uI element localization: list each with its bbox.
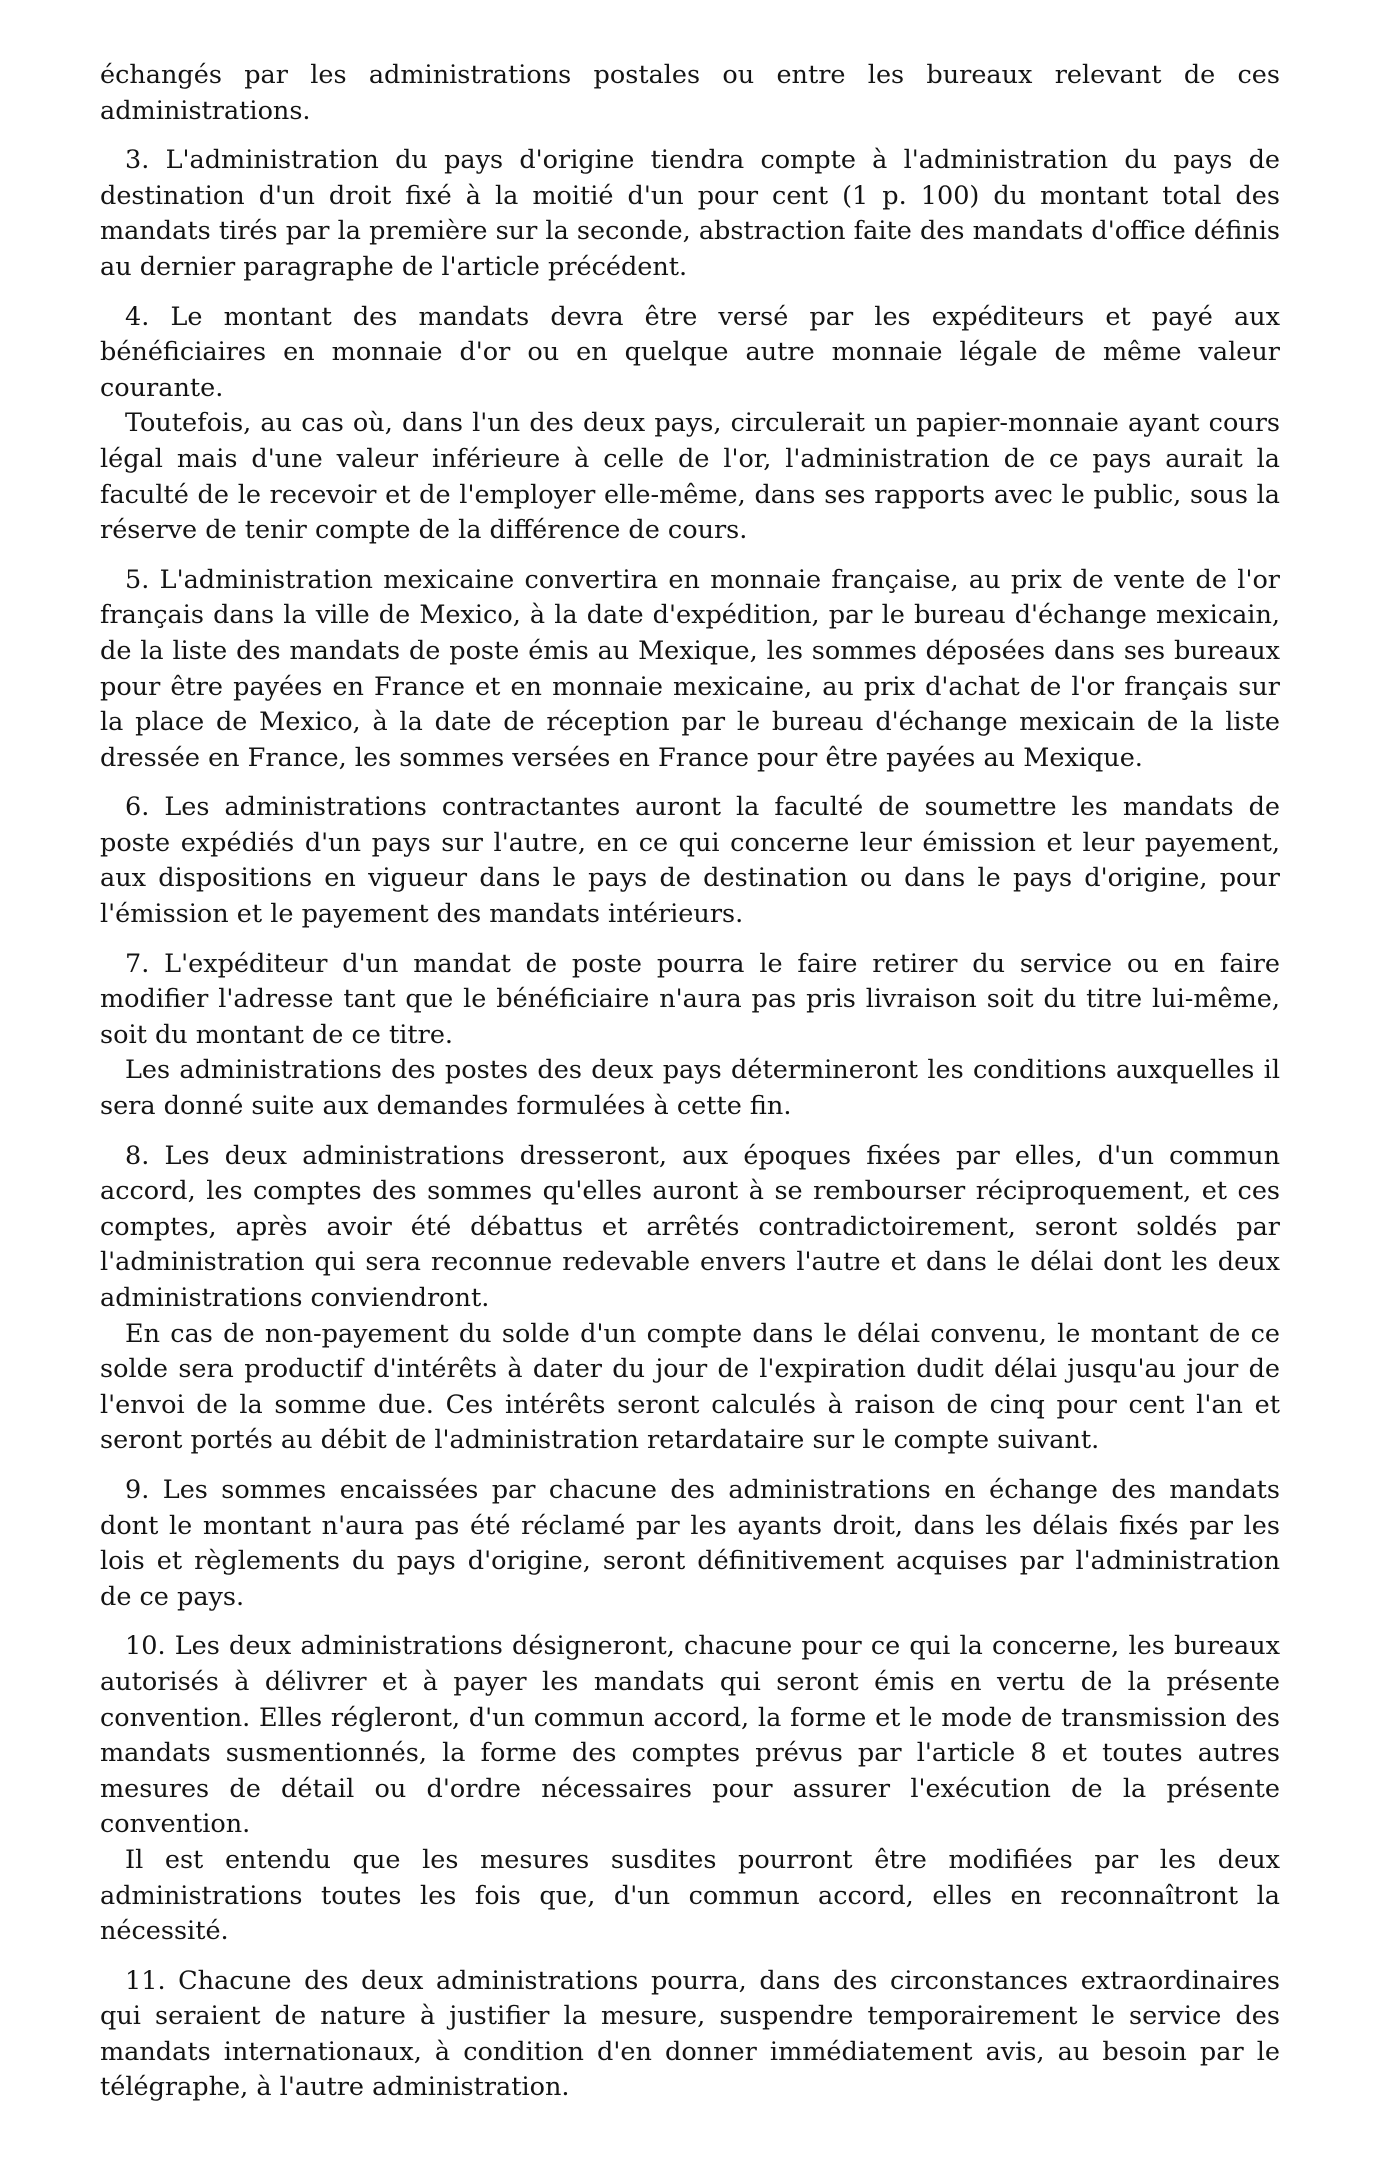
article-4: 4. Le montant des mandats devra être versé par les expéditeurs et payé aux bénéficiaires en monnaie d'or ou en quelque autre monnaie légale de même valeur courante. [100, 301, 1280, 403]
article-11: 11. Chacune des deux administrations pourra, dans des circonstances extraordinaires qui seraient de nature à justifier la mesure, suspendre temporairement le service des mandats internationaux, à condition d'en donner immédiatement avis, au besoin par le télégraphe, à l'autre administration. [100, 1965, 1280, 2103]
article-6: 6. Les administrations contractantes auront la faculté de soumettre les mandats de poste expédiés d'un pays sur l'autre, en ce qui concerne leur émission et leur payement, aux dispositions en vigueur dans le pays de destination ou dans le pays d'origine, pour l'émission et le payement des mandats intérieurs. [100, 792, 1280, 930]
article-10: 10. Les deux administrations désigneront, chacune pour ce qui la concerne, les bureaux autorisés à délivrer et à payer les mandats qui seront émis en vertu de la présente convention. Elles régleront, d'un commun accord, la forme et le mode de transmission des mandats susmentionnés, la forme des comptes prévus par l'article 8 et toutes autres mesures de détail ou d'ordre nécessaires pour assurer l'exécution de la présente convention. [100, 1631, 1280, 1840]
article-10-paragraph-2: Il est entendu que les mesures susdites pourront être modifiées par les deux administrations toutes les fois que, d'un commun accord, elles en reconnaîtront la nécessité. [100, 1844, 1280, 1947]
article-5: 5. L'administration mexicaine convertira en monnaie française, au prix de vente de l'or français dans la ville de Mexico, à la date d'expédition, par le bureau d'échange mexicain, de la liste des mandats de poste émis au Mexique, les sommes déposées dans ses bureaux pour être payées en France et en monnaie mexicaine, au prix d'achat de l'or français sur la place de Mexico, à la date de réception par le bureau d'échange mexicain de la liste dressée en France, les sommes versées en France pour être payées au Mexique. [100, 564, 1280, 773]
paragraph-continuation: échangés par les administrations postales ou entre les bureaux relevant de ces administrations. [100, 60, 1280, 126]
article-8-paragraph-2: En cas de non-payement du solde d'un compte dans le délai convenu, le montant de ce solde sera productif d'intérêts à dater du jour de l'expiration dudit délai jusqu'au jour de l'envoi de la somme due. Ces intérêts seront calculés à raison de cinq pour cent l'an et seront portés au débit de l'administration retardataire sur le compte suivant. [100, 1318, 1280, 1456]
article-7-paragraph-2: Les administrations des postes des deux pays détermineront les conditions auxquelles il sera donné suite aux demandes formulées à cette fin. [100, 1055, 1280, 1122]
article-9: 9. Les sommes encaissées par chacune des administrations en échange des mandats dont le montant n'aura pas été réclamé par les ayants droit, dans les délais fixés par les lois et règlements du pays d'origine, seront définitivement acquises par l'administration de ce pays. [100, 1474, 1280, 1612]
article-7: 7. L'expéditeur d'un mandat de poste pourra le faire retirer du service ou en faire modifier l'adresse tant que le bénéficiaire n'aura pas pris livraison soit du titre lui-même, soit du montant de ce titre. [100, 948, 1280, 1050]
article-4-paragraph-2: Toutefois, au cas où, dans l'un des deux pays, circulerait un papier-monnaie ayant cours légal mais d'une valeur inférieure à celle de l'or, l'administration de ce pays aurait la faculté de le recevoir et de l'employer elle-même, dans ses rapports avec le public, sous la réserve de tenir compte de la différence de cours. [100, 408, 1280, 546]
article-8: 8. Les deux administrations dresseront, aux époques fixées par elles, d'un commun accord, les comptes des sommes qu'elles auront à se rembourser réciproquement, et ces comptes, après avoir été débattus et arrêtés contradictoirement, seront soldés par l'administration qui sera reconnue redevable envers l'autre et dans le délai dont les deux administrations conviendront. [100, 1140, 1280, 1313]
document-page [100, 58, 1280, 2106]
article-3: 3. L'administration du pays d'origine tiendra compte à l'administration du pays de destination d'un droit fixé à la moitié d'un pour cent (1 p. 100) du montant total des mandats tirés par la première sur la seconde, abstraction faite des mandats d'office définis au dernier paragraphe de l'article précédent. [100, 145, 1280, 282]
